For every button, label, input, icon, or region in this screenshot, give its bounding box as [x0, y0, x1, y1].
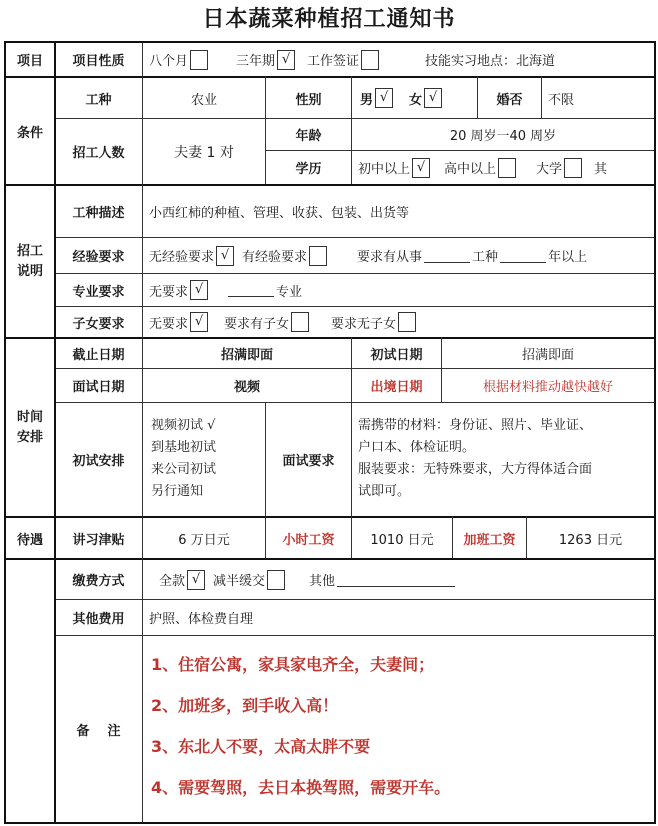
recruit-section-label-line2: 说明 [16, 263, 43, 279]
child-no-label: 要求无子女 [331, 316, 397, 332]
exp-none-checkbox[interactable]: √ [216, 246, 234, 266]
interview-requirement-label: 面试要求 [282, 454, 335, 469]
experience-label: 经验要求 [72, 250, 125, 265]
exp-none-label: 无经验要求 [149, 250, 215, 265]
major-none-checkbox[interactable]: √ [190, 280, 208, 300]
project-label: 项目 [16, 54, 43, 69]
gender-male-checkbox[interactable]: √ [375, 88, 393, 108]
interview-req-line-4: 试即可。 [358, 484, 411, 499]
internship-location: 技能实习地点：北海道 [425, 54, 556, 69]
edu-college-checkbox[interactable] [564, 158, 582, 178]
experience-options [149, 238, 654, 273]
gender-male-label: 男 [360, 92, 374, 108]
children-options [149, 307, 654, 337]
option-three-years-checkbox[interactable]: √ [277, 50, 295, 70]
payment-method-label: 缴费方式 [72, 574, 125, 589]
schedule-section-label-line2: 安排 [16, 429, 43, 445]
hourly-wage-label: 小时工资 [282, 532, 335, 548]
education-options [358, 151, 654, 184]
headcount-label: 招工人数 [72, 146, 125, 161]
exp-field-blank[interactable] [424, 249, 470, 263]
marital-value: 不限 [548, 92, 575, 108]
interview-date-value: 视频 [233, 380, 260, 395]
remark-item-1: 1、住宿公寓，家具家电齐全，夫妻间； [151, 655, 435, 674]
first-test-arrangement-label: 初试安排 [72, 454, 125, 469]
interview-req-line-1: 需携带的材料：身份证、照片、毕业证、 [358, 418, 593, 433]
edu-college-label: 大学 [536, 162, 563, 177]
option-eight-months-label: 八个月 [149, 54, 189, 69]
arrangement-option-base: 到基地初试 [151, 440, 217, 455]
option-three-years-label: 三年期 [236, 54, 276, 69]
interview-req-line-2: 户口本、体检证明。 [358, 440, 476, 455]
treatment-section-label: 待遇 [16, 532, 43, 548]
major-options [149, 274, 654, 306]
child-none-checkbox[interactable]: √ [190, 312, 208, 332]
edu-junior-label: 初中以上 [358, 162, 411, 177]
payment-full-checkbox[interactable]: √ [187, 570, 205, 590]
arrangement-option-notice: 另行通知 [151, 484, 204, 499]
recruitment-form-table [4, 41, 656, 824]
exp-years-blank[interactable] [500, 249, 546, 263]
schedule-section-label [6, 339, 54, 516]
project-nature-options [149, 43, 654, 76]
interview-requirement-text [358, 415, 650, 503]
recruit-section-label-line1: 招工 [16, 243, 43, 259]
arrangement-option-company: 来公司初试 [151, 462, 217, 477]
remarks-label: 备 注 [76, 723, 121, 739]
major-none-label: 无要求 [149, 284, 189, 300]
remark-item-3: 3、东北人不要，太高太胖不要 [151, 737, 371, 756]
remark-item-2: 2、加班多，到手收入高！ [151, 696, 339, 715]
exp-years-suffix: 年以上 [548, 250, 588, 265]
gender-label: 性别 [295, 92, 322, 108]
exp-years-prefix: 要求有从事 [357, 250, 423, 265]
child-no-checkbox[interactable] [398, 312, 416, 332]
gender-female-checkbox[interactable]: √ [424, 88, 442, 108]
payment-method-options [159, 560, 654, 599]
child-has-checkbox[interactable] [291, 312, 309, 332]
first-test-date-value: 招满即面 [521, 348, 574, 363]
deadline-value: 招满即面 [220, 348, 273, 363]
option-work-visa-label: 工作签证 [307, 54, 360, 69]
exp-has-label: 有经验要求 [242, 250, 308, 265]
child-none-label: 无要求 [149, 316, 189, 332]
other-fees-value: 护照、体检费自理 [149, 612, 254, 627]
age-label: 年龄 [295, 129, 322, 144]
first-test-arrangement-options [151, 415, 263, 503]
edu-senior-checkbox[interactable] [498, 158, 516, 178]
overtime-wage-label: 加班工资 [463, 532, 516, 548]
exp-has-checkbox[interactable] [309, 246, 327, 266]
payment-half-checkbox[interactable] [267, 570, 285, 590]
option-eight-months-checkbox[interactable] [190, 50, 208, 70]
overtime-wage-value: 1263 日元 [558, 532, 623, 548]
headcount-value: 夫妻 1 对 [174, 144, 234, 161]
interview-req-line-3: 服装要求：无特殊要求，大方得体适合面 [358, 462, 593, 477]
departure-date-label: 出境日期 [370, 380, 423, 395]
project-nature-label: 项目性质 [72, 54, 125, 69]
major-label: 专业要求 [72, 284, 125, 300]
hourly-wage-value: 1010 日元 [370, 532, 434, 548]
children-label: 子女要求 [72, 316, 125, 332]
education-label: 学历 [295, 162, 322, 177]
deadline-label: 截止日期 [72, 348, 125, 363]
job-type-value: 农业 [190, 92, 217, 108]
gender-female-label: 女 [409, 92, 423, 108]
edu-other-label: 其 [594, 162, 608, 177]
major-blank[interactable] [228, 283, 274, 297]
gender-options [360, 78, 477, 118]
job-type-label: 工种 [85, 92, 112, 108]
option-work-visa-checkbox[interactable] [361, 50, 379, 70]
child-has-label: 要求有子女 [224, 316, 290, 332]
job-desc-label: 工种描述 [72, 206, 125, 221]
schedule-section-label-line1: 时间 [16, 409, 43, 425]
page-title: 日本蔬菜种植招工通知书 [202, 7, 456, 32]
departure-date-value: 根据材料推动越快越好 [482, 380, 613, 395]
payment-other-blank[interactable] [337, 573, 455, 587]
job-desc-value: 小西红柿的种植、管理、收获、包装、出货等 [149, 206, 410, 221]
first-test-date-label: 初试日期 [370, 348, 423, 363]
allowance-value: 6 万日元 [178, 532, 230, 548]
allowance-label: 讲习津贴 [72, 532, 125, 548]
payment-half-label: 减半缓交 [213, 574, 266, 589]
edu-junior-checkbox[interactable]: √ [412, 158, 430, 178]
payment-full-label: 全款 [159, 574, 186, 589]
age-value: 20 周岁一40 周岁 [449, 129, 557, 144]
edu-senior-label: 高中以上 [444, 162, 497, 177]
other-fees-label: 其他费用 [72, 612, 125, 627]
conditions-section-label: 条件 [16, 125, 43, 141]
major-suffix: 专业 [276, 284, 303, 300]
marital-label: 婚否 [496, 92, 523, 108]
remark-item-4: 4、需要驾照，去日本换驾照，需要开车。 [151, 778, 451, 797]
recruit-section-label [6, 186, 54, 337]
interview-date-label: 面试日期 [72, 380, 125, 395]
arrangement-option-video: 视频初试 √ [151, 418, 216, 433]
payment-other-label: 其他 [309, 574, 336, 589]
exp-years-mid: 工种 [472, 250, 499, 265]
